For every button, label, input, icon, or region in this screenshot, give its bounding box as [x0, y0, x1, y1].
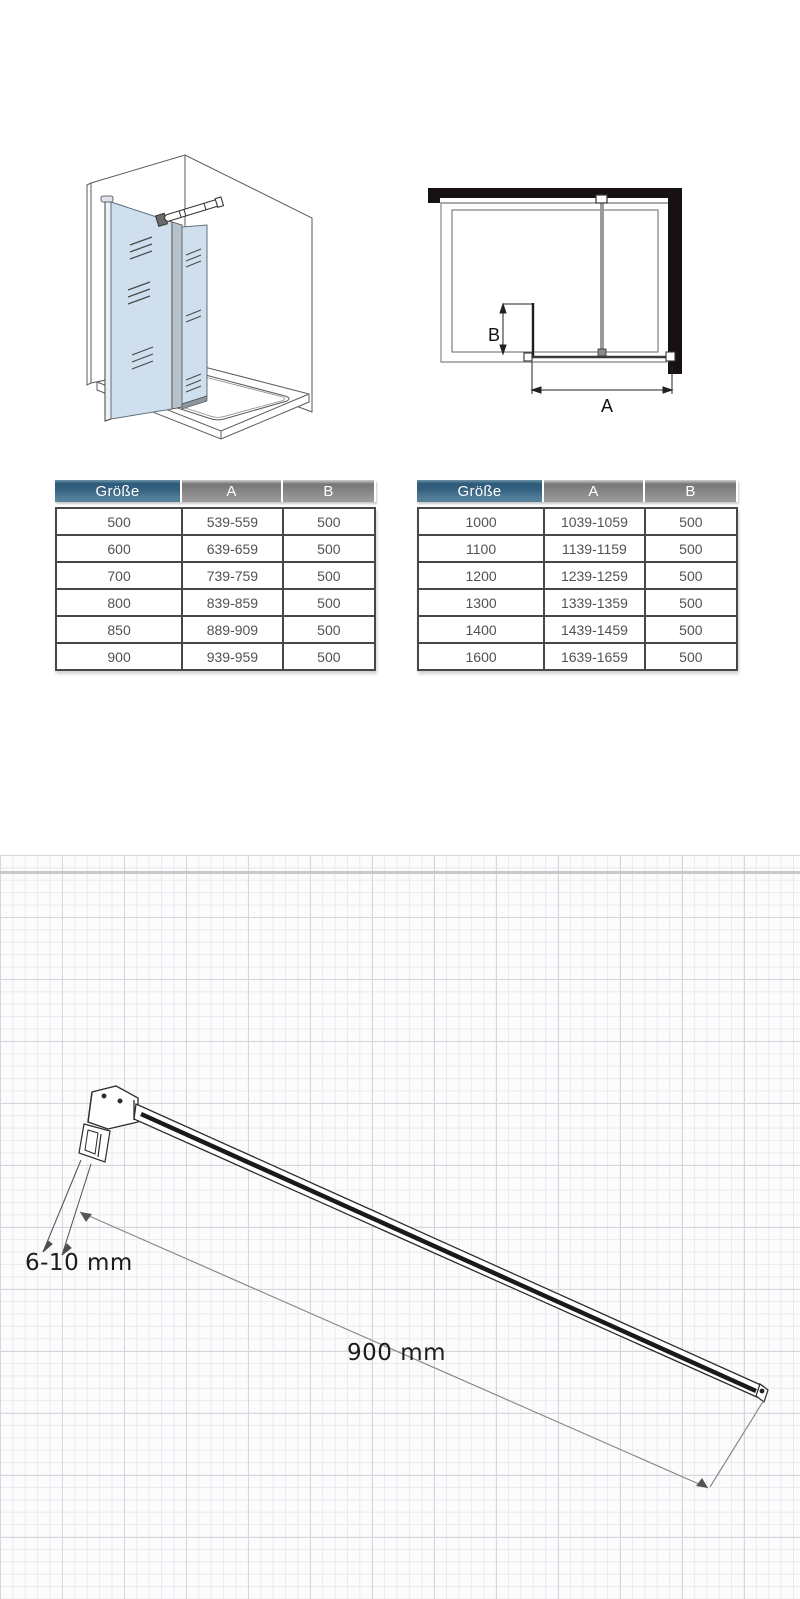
cell-a: 889-909: [182, 616, 283, 643]
cell-size: 1000: [418, 508, 544, 535]
cell-size: 500: [56, 508, 182, 535]
label-a: A: [600, 396, 614, 416]
cell-b: 500: [283, 535, 375, 562]
dimension-a: [532, 362, 672, 394]
cell-b: 500: [645, 562, 737, 589]
table-row: [56, 589, 375, 616]
bar-body: [134, 1104, 768, 1402]
cell-size: 600: [56, 535, 182, 562]
main-glass-panel: [101, 196, 172, 421]
enclosure-outline: [440, 203, 668, 362]
table-row: [418, 535, 737, 562]
header-b: B: [645, 480, 736, 502]
header-a: A: [182, 480, 281, 502]
table-row: [418, 616, 737, 643]
table-row: [56, 535, 375, 562]
cell-a: 1239-1259: [544, 562, 645, 589]
wall-bracket: [88, 1086, 138, 1129]
label-b: B: [487, 325, 501, 345]
cell-b: 500: [645, 535, 737, 562]
table-row: [56, 508, 375, 535]
cell-b: 500: [283, 643, 375, 670]
cell-size: 700: [56, 562, 182, 589]
header-groesse: Größe: [417, 480, 542, 502]
cell-size: 1300: [418, 589, 544, 616]
cell-a: 939-959: [182, 643, 283, 670]
cell-size: 1600: [418, 643, 544, 670]
dimension-b: [500, 304, 533, 354]
table-row: [56, 643, 375, 670]
cell-b: 500: [645, 616, 737, 643]
cell-size: 1100: [418, 535, 544, 562]
header-b: B: [283, 480, 374, 502]
table-row: [418, 643, 737, 670]
glass-thickness-label: 6-10 mm: [25, 1250, 133, 1276]
cell-b: 500: [645, 589, 737, 616]
cell-b: 500: [283, 616, 375, 643]
table-row: [418, 589, 737, 616]
return-glass-panel: [182, 225, 207, 409]
cell-size: 800: [56, 589, 182, 616]
cell-a: 639-659: [182, 535, 283, 562]
bar-length-label: 900 mm: [347, 1340, 447, 1366]
cell-b: 500: [645, 643, 737, 670]
table-header: [55, 480, 376, 502]
junction-profile: [172, 222, 182, 409]
cell-b: 500: [645, 508, 737, 535]
stabilizer-bar-drawing: [0, 1040, 800, 1599]
divider-line: [0, 871, 800, 874]
wall: [428, 188, 682, 374]
cell-b: 500: [283, 589, 375, 616]
cell-size: 1400: [418, 616, 544, 643]
header-a: A: [544, 480, 643, 502]
cell-a: 1039-1059: [544, 508, 645, 535]
cell-b: 500: [283, 562, 375, 589]
cell-a: 839-859: [182, 589, 283, 616]
cell-a: 739-759: [182, 562, 283, 589]
table-row: [418, 562, 737, 589]
table-row: [418, 508, 737, 535]
cell-a: 1339-1359: [544, 589, 645, 616]
glass-clamp: [79, 1124, 110, 1162]
support-bar-top-view: [596, 195, 607, 356]
glass-thickness-leaders: [43, 1160, 91, 1255]
cell-size: 1200: [418, 562, 544, 589]
table-row: [56, 562, 375, 589]
cell-a: 1639-1659: [544, 643, 645, 670]
table-header: [417, 480, 738, 502]
size-table-large: [417, 480, 738, 671]
cell-size: 900: [56, 643, 182, 670]
header-groesse: Größe: [55, 480, 180, 502]
cell-a: 539-559: [182, 508, 283, 535]
top-view-drawing: [415, 182, 705, 417]
cell-a: 1439-1459: [544, 616, 645, 643]
cell-size: 850: [56, 616, 182, 643]
cell-b: 500: [283, 508, 375, 535]
cell-a: 1139-1159: [544, 535, 645, 562]
isometric-shower-drawing: [45, 128, 335, 463]
table-row: [56, 616, 375, 643]
size-table-small: [55, 480, 376, 671]
